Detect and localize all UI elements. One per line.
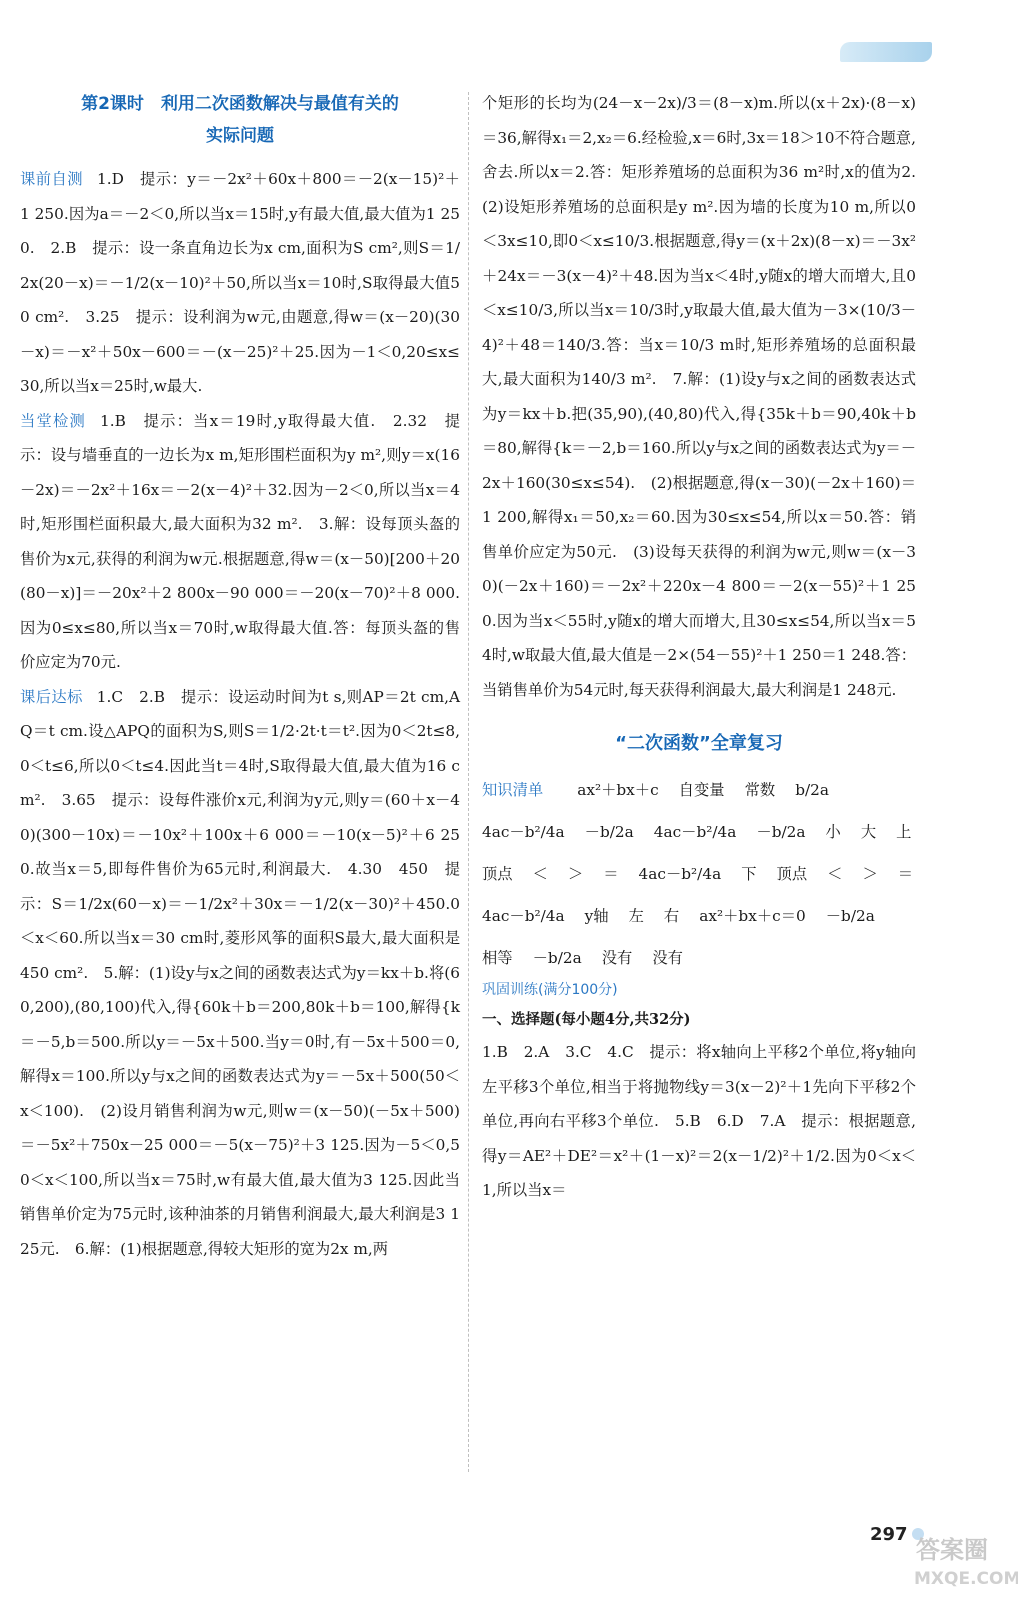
knowledge-term: －b/2a bbox=[584, 823, 634, 841]
tag-afterclass: 课后达标 bbox=[20, 687, 83, 706]
knowledge-term: 相等 bbox=[482, 949, 513, 967]
knowledge-term: 4ac－b²/4a bbox=[638, 865, 722, 883]
knowledge-term: －b/2a bbox=[825, 907, 875, 925]
knowledge-term: ax²＋bx＋c＝0 bbox=[699, 907, 806, 925]
practice-heading: 巩固训练(满分100分) bbox=[482, 982, 618, 998]
knowledge-term: 小 bbox=[825, 823, 841, 841]
knowledge-term: 没有 bbox=[601, 949, 633, 967]
knowledge-term: 顶点 bbox=[776, 865, 808, 883]
svg-text:答案圈: 答案圈 bbox=[916, 1536, 988, 1564]
right-paragraph: 个矩形的长均为(24－x－2x)/3＝(8－x)m.所以(x＋2x)·(8－x)＝36,解得x₁＝2,x₂＝6.经检验,x＝6时,3x＝18＞10不符合题意,舍去.所以x＝2.答：矩形养殖场的总面积为36 m²时,x的值为2. (2)设矩形养殖场的总面积是y m².因为墙的长度为10 m,所以0＜3x≤10,即0＜x≤10/3.根据题意,得y＝(x＋2x)(8－x)＝－3x²＋24x＝－3(x－4)²＋48.因为当x＜4时,y随x的增大而增大,且0＜x≤10/3,所以当x＝10/3时,y取最大值,最大值为－3×(10/3－4)²＋48＝140/3.答：当x＝10/3 m时,矩形养殖场的总面积最大,最大面积为140/3 m². 7.解：(1)设y与x之间的函数表达式为y＝kx＋b.把(35,90),(40,80)代入,得{35k＋b＝90,40k＋b＝80,解得{k＝－2,b＝160.所以y与x之间的函数表达式为y＝－2x＋160(30≤x≤54). (2)根据题意,得(x－30)(－2x＋160)＝1 200,解得x₁＝50,x₂＝60.因为30≤x≤54,所以x＝50.答：销售单价应定为50元. (3)设每天获得的利润为w元,则w＝(x－30)(－2x＋160)＝－2x²＋220x－4 800＝－2(x－55)²＋1 250.因为当x＜55时,y随x的增大而增大,且30≤x≤54,所以当x＝54时,w取最大值,最大值是－2×(54－55)²＋1 250＝1 248.答：当销售单价为54元时,每天获得利润最大,最大利润是1 248元. bbox=[482, 94, 932, 699]
knowledge-term: 4ac－b²/4a bbox=[653, 823, 737, 841]
knowledge-term: 4ac－b²/4a bbox=[482, 823, 565, 841]
paragraph-afterclass bbox=[20, 680, 460, 1267]
right-tail-paragraph: 1.B 2.A 3.C 4.C 提示：将x轴向上平移2个单位,将y轴向左平移3个单位,相当于将抛物线y＝3(x－2)²＋1先向下平移2个单位,再向右平移3个单位. 5.B 6.D 7.A 提示：根据题意,得y＝AE²＋DE²＝x²＋(1－x)²＝2(x－1/2)²＋1/2.因为0＜x＜1,所以当x＝ bbox=[482, 1043, 916, 1199]
paragraph-pretest bbox=[20, 162, 460, 404]
knowledge-term: －b/2a bbox=[756, 823, 806, 841]
knowledge-term: 自变量 bbox=[678, 781, 725, 799]
watermark-logo-icon bbox=[906, 1520, 1018, 1592]
knowledge-term: ＝ bbox=[897, 865, 914, 883]
knowledge-term: ＝ bbox=[603, 865, 619, 883]
knowledge-term: 常数 bbox=[744, 781, 776, 799]
knowledge-term: 4ac－b²/4a bbox=[482, 907, 565, 925]
page-number: 297 bbox=[870, 1524, 908, 1545]
lesson-title-line1: 第2课时 利用二次函数解决与最值有关的 bbox=[81, 94, 399, 114]
text-pretest: 1.D 提示：y＝－2x²＋60x＋800＝－2(x－15)²＋1 250.因为a＝－2＜0,所以当x＝15时,y有最大值,最大值为1 250. 2.B 提示：设一条直角边长为x cm,面积为S cm²,则S＝1/2x(20－x)＝－1/2(x－10)²＋50,所以当x＝10时,S取得最大值50 cm². 3.25 提示：设利润为w元,由题意,得w＝(x－20)(30－x)＝－x²＋50x－600＝－(x－25)²＋25.因为－1＜0,20≤x≤30,所以当x＝25时,w最大. bbox=[20, 170, 460, 395]
knowledge-term: 右 bbox=[663, 907, 680, 925]
knowledge-term: 左 bbox=[628, 907, 644, 925]
tag-pretest: 课前自测 bbox=[20, 170, 83, 188]
lesson-title-line2: 实际问题 bbox=[206, 126, 274, 146]
knowledge-term: ＞ bbox=[862, 865, 878, 883]
knowledge-term: b/2a bbox=[795, 781, 829, 799]
lesson-title bbox=[20, 88, 460, 152]
text-inclass: 1.B 提示：当x＝19时,y取得最大值. 2.32 提示：设与墙垂直的一边长为x m,矩形围栏面积为y m²,则y＝x(16－2x)＝－2x²＋16x＝－2(x－4)²＋32.因为－2＜0,所以当x＝4时,矩形围栏面积最大,最大面积为32 m². 3.解：设每顶头盔的售价为x元,获得的利润为w元.根据题意,得w＝(x－50)[200＋20(80－x)]＝－20x²＋2 800x－90 000＝－20(x－70)²＋8 000.因为0≤x≤80,所以当x＝70时,w取得最大值.答：每顶头盔的售价应定为70元. bbox=[20, 411, 460, 671]
knowledge-tag: 知识清单 bbox=[482, 781, 544, 799]
knowledge-term: 顶点 bbox=[482, 865, 513, 883]
right-column bbox=[482, 86, 932, 1208]
column-divider bbox=[468, 92, 470, 1472]
left-column bbox=[20, 86, 460, 1266]
knowledge-term: 上 bbox=[896, 823, 912, 841]
tag-inclass: 当堂检测 bbox=[20, 411, 87, 430]
header-decoration bbox=[840, 42, 932, 62]
knowledge-term: 没有 bbox=[652, 949, 683, 967]
choice-heading: 一、选择题(每小题4分,共32分) bbox=[482, 1011, 691, 1028]
knowledge-term: ＜ bbox=[827, 865, 843, 883]
knowledge-term: y轴 bbox=[584, 907, 609, 925]
knowledge-term: 下 bbox=[741, 865, 757, 883]
svg-text:MXQE.COM: MXQE.COM bbox=[914, 1569, 1018, 1589]
knowledge-term: 大 bbox=[860, 823, 877, 841]
knowledge-list bbox=[482, 773, 916, 975]
paragraph-inclass bbox=[20, 404, 460, 680]
knowledge-term: ＜ bbox=[532, 865, 548, 883]
watermark-logo bbox=[906, 1520, 1018, 1592]
knowledge-term: ax²＋bx＋c bbox=[577, 781, 659, 799]
knowledge-term: ＞ bbox=[567, 865, 584, 883]
chapter-title: “二次函数”全章复习 bbox=[615, 733, 783, 754]
knowledge-term: －b/2a bbox=[532, 949, 582, 967]
text-afterclass: 1.C 2.B 提示：设运动时间为t s,则AP＝2t cm,AQ＝t cm.设△APQ的面积为S,则S＝1/2·2t·t＝t².因为0＜2t≤8,0＜t≤6,所以0＜t≤4.因此当t＝4时,S取得最大值,最大值为16 cm². 3.65 提示：设每件涨价x元,利润为y元,则y＝(60＋x－40)(300－10x)＝－10x²＋100x＋6 000＝－10(x－5)²＋6 250.故当x＝5,即每件售价为65元时,利润最大. 4.30 450 提示：S＝1/2x(60－x)＝－1/2x²＋30x＝－1/2(x－30)²＋450.0＜x＜60.所以当x＝30 cm时,菱形风筝的面积S最大,最大面积是450 cm². 5.解：(1)设y与x之间的函数表达式为y＝kx＋b.将(60,200),(80,100)代入,得{60k＋b＝200,80k＋b＝100,解得{k＝－5,b＝500.所以y＝－5x＋500.当y＝0时,有－5x＋500＝0,解得x＝100.所以y与x之间的函数表达式为y＝－5x＋500(50＜x＜100). (2)设月销售利润为w元,则w＝(x－50)(－5x＋500)＝－5x²＋750x－25 000＝－5(x－75)²＋3 125.因为－5＜0,50＜x＜100,所以当x＝75时,w有最大值,最大值为3 125.因此当销售单价定为75元时,该种油茶的月销售利润最大,最大利润是3 125元. 6.解：(1)根据题意,得较大矩形的宽为2x m,两 bbox=[20, 687, 460, 1258]
